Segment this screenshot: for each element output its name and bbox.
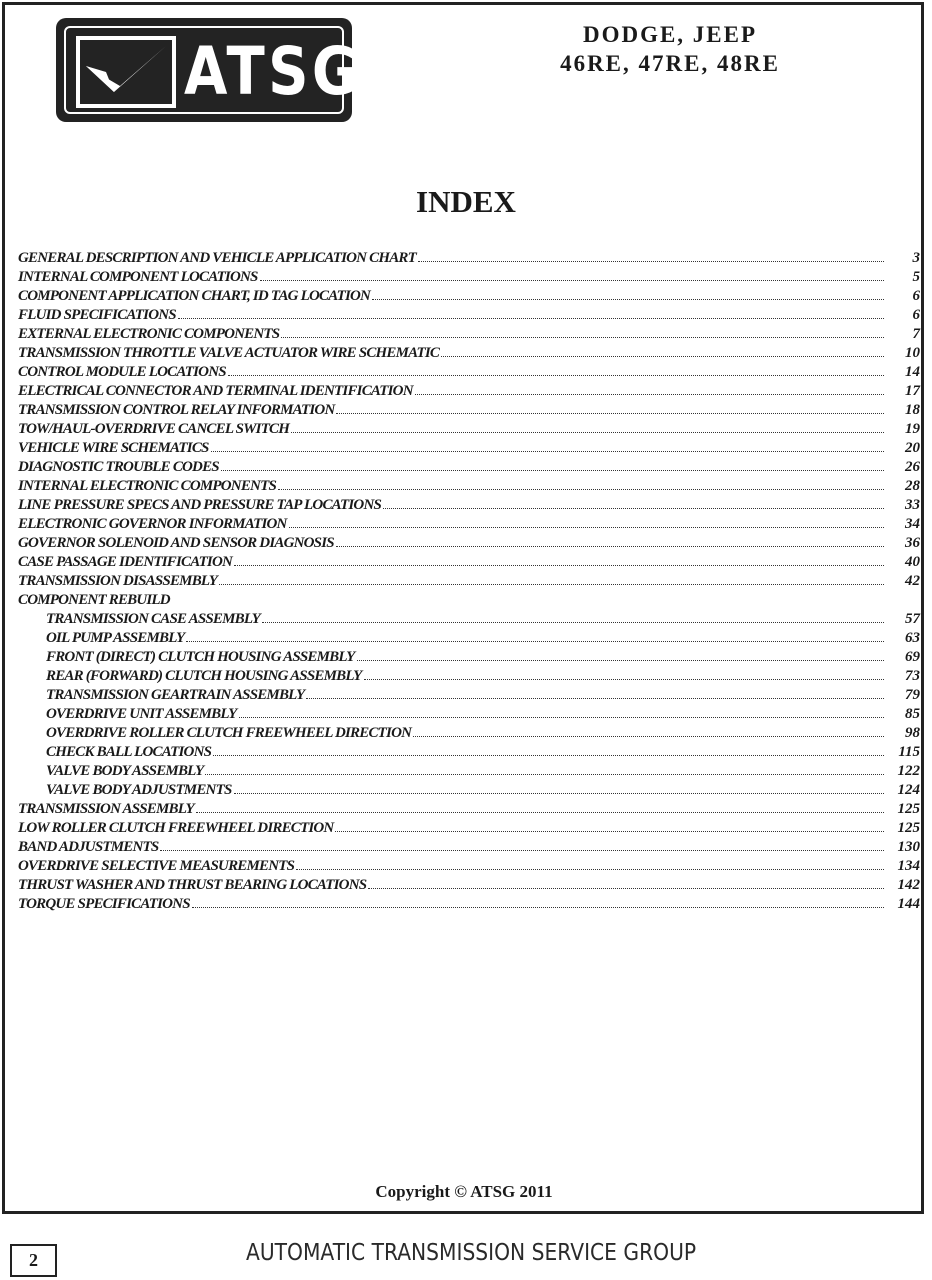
toc-dot-leader bbox=[357, 649, 884, 661]
toc-dot-leader bbox=[418, 250, 884, 262]
page-title: INDEX bbox=[416, 184, 516, 219]
toc-entry-page: 20 bbox=[905, 440, 920, 456]
toc-entry-page: 63 bbox=[905, 630, 920, 646]
toc-entry-title: TRANSMISSION DISASSEMBLY bbox=[18, 573, 218, 589]
toc-dot-leader bbox=[281, 326, 884, 338]
toc-dot-leader bbox=[260, 269, 884, 281]
toc-entry-page: 14 bbox=[905, 364, 920, 380]
toc-entry-title: FLUID SPECIFICATIONS bbox=[18, 307, 176, 323]
toc-dot-leader bbox=[441, 345, 884, 357]
toc-entry-title: THRUST WASHER AND THRUST BEARING LOCATIONS bbox=[18, 877, 367, 893]
toc-entry bbox=[18, 573, 920, 592]
toc-entry bbox=[18, 630, 920, 649]
toc-entry-title: TRANSMISSION THROTTLE VALVE ACTUATOR WIRE SCHEMATIC bbox=[18, 345, 440, 361]
toc-dot-leader bbox=[368, 877, 884, 889]
toc-entry-page: 42 bbox=[905, 573, 920, 589]
toc-dot-leader bbox=[213, 744, 884, 756]
toc-entry-page: 6 bbox=[912, 288, 920, 304]
toc-entry-page: 10 bbox=[905, 345, 920, 361]
toc-entry bbox=[18, 421, 920, 440]
footer-text: AUTOMATIC TRANSMISSION SERVICE GROUP bbox=[246, 1240, 697, 1266]
toc-entry-page: 73 bbox=[905, 668, 920, 684]
toc-entry-title: INTERNAL ELECTRONIC COMPONENTS bbox=[18, 478, 276, 494]
toc-entry-title: BAND ADJUSTMENTS bbox=[18, 839, 159, 855]
toc-entry-page: 18 bbox=[905, 402, 920, 418]
toc-dot-leader bbox=[160, 839, 884, 851]
table-of-contents bbox=[18, 250, 920, 915]
toc-dot-leader bbox=[221, 459, 884, 471]
toc-entry bbox=[18, 383, 920, 402]
toc-entry-page: 40 bbox=[905, 554, 920, 570]
toc-entry bbox=[18, 364, 920, 383]
page-number: 2 bbox=[10, 1244, 57, 1277]
toc-entry-title: OIL PUMP ASSEMBLY bbox=[46, 630, 185, 646]
toc-entry bbox=[18, 592, 920, 611]
logo-text: ATSG bbox=[184, 33, 362, 110]
toc-entry bbox=[18, 535, 920, 554]
toc-entry-page: 57 bbox=[905, 611, 920, 627]
logo-inner-border bbox=[64, 26, 362, 114]
toc-entry-page: 79 bbox=[905, 687, 920, 703]
toc-entry-page: 115 bbox=[898, 744, 920, 760]
toc-entry-title: LOW ROLLER CLUTCH FREEWHEEL DIRECTION bbox=[18, 820, 334, 836]
toc-entry-title: GENERAL DESCRIPTION AND VEHICLE APPLICATION CHART bbox=[18, 250, 416, 266]
toc-entry-title: TOW/HAUL-OVERDRIVE CANCEL SWITCH bbox=[18, 421, 290, 437]
toc-entry bbox=[18, 516, 920, 535]
toc-entry bbox=[18, 345, 920, 364]
toc-entry bbox=[18, 687, 920, 706]
toc-entry-title: CASE PASSAGE IDENTIFICATION bbox=[18, 554, 233, 570]
toc-entry-title: VALVE BODY ADJUSTMENTS bbox=[46, 782, 232, 798]
toc-dot-leader bbox=[336, 402, 884, 414]
toc-entry-page: 134 bbox=[897, 858, 920, 874]
toc-dot-leader bbox=[335, 820, 884, 832]
toc-entry-page: 85 bbox=[905, 706, 920, 722]
toc-entry-page: 17 bbox=[905, 383, 920, 399]
toc-entry-title: TRANSMISSION CONTROL RELAY INFORMATION bbox=[18, 402, 335, 418]
checkmark-emblem-icon bbox=[76, 36, 176, 108]
toc-dot-leader bbox=[364, 668, 884, 680]
toc-entry bbox=[18, 478, 920, 497]
toc-entry bbox=[18, 497, 920, 516]
vehicle-header bbox=[520, 20, 820, 78]
toc-dot-leader bbox=[415, 383, 884, 395]
copyright-notice: Copyright © ATSG 2011 bbox=[375, 1182, 553, 1201]
toc-dot-leader bbox=[413, 725, 884, 737]
toc-entry bbox=[18, 326, 920, 345]
toc-entry-page: 125 bbox=[897, 820, 920, 836]
toc-entry bbox=[18, 554, 920, 573]
toc-entry bbox=[18, 459, 920, 478]
toc-dot-leader bbox=[336, 535, 884, 547]
toc-entry-title: TRANSMISSION GEARTRAIN ASSEMBLY bbox=[46, 687, 305, 703]
toc-entry bbox=[18, 877, 920, 896]
toc-entry-title: ELECTRICAL CONNECTOR AND TERMINAL IDENTIFICATION bbox=[18, 383, 413, 399]
toc-entry-title: VEHICLE WIRE SCHEMATICS bbox=[18, 440, 209, 456]
toc-entry-title: VALVE BODY ASSEMBLY bbox=[46, 763, 204, 779]
toc-entry-title: ELECTRONIC GOVERNOR INFORMATION bbox=[18, 516, 287, 532]
toc-entry bbox=[18, 839, 920, 858]
toc-entry-page: 33 bbox=[905, 497, 920, 513]
toc-dot-leader bbox=[278, 478, 884, 490]
toc-entry bbox=[18, 744, 920, 763]
toc-dot-leader bbox=[192, 896, 884, 908]
toc-dot-leader bbox=[239, 706, 884, 718]
toc-entry bbox=[18, 820, 920, 839]
toc-entry bbox=[18, 706, 920, 725]
toc-entry-page: 28 bbox=[905, 478, 920, 494]
toc-entry-page: 144 bbox=[897, 896, 920, 912]
toc-entry bbox=[18, 896, 920, 915]
toc-entry-title: OVERDRIVE UNIT ASSEMBLY bbox=[46, 706, 237, 722]
toc-dot-leader bbox=[196, 801, 884, 813]
toc-dot-leader bbox=[289, 516, 884, 528]
toc-entry-title: OVERDRIVE ROLLER CLUTCH FREEWHEEL DIRECTION bbox=[46, 725, 412, 741]
toc-entry-page: 124 bbox=[897, 782, 920, 798]
atsg-logo bbox=[56, 18, 362, 122]
toc-dot-leader bbox=[205, 763, 884, 775]
toc-entry-title: REAR (FORWARD) CLUTCH HOUSING ASSEMBLY bbox=[46, 668, 362, 684]
toc-entry-title: FRONT (DIRECT) CLUTCH HOUSING ASSEMBLY bbox=[46, 649, 355, 665]
toc-entry bbox=[18, 782, 920, 801]
toc-entry-title: TRANSMISSION CASE ASSEMBLY bbox=[46, 611, 261, 627]
toc-entry-title: COMPONENT APPLICATION CHART, ID TAG LOCATION bbox=[18, 288, 371, 304]
toc-entry-title: TRANSMISSION ASSEMBLY bbox=[18, 801, 194, 817]
toc-dot-leader bbox=[234, 554, 884, 566]
toc-entry bbox=[18, 402, 920, 421]
toc-dot-leader bbox=[234, 782, 885, 794]
toc-entry bbox=[18, 611, 920, 630]
toc-dot-leader bbox=[372, 288, 884, 300]
toc-dot-leader bbox=[262, 611, 884, 623]
toc-entry-page: 125 bbox=[897, 801, 920, 817]
toc-entry-title: CONTROL MODULE LOCATIONS bbox=[18, 364, 226, 380]
toc-entry-page: 3 bbox=[912, 250, 920, 266]
toc-entry-page: 6 bbox=[912, 307, 920, 323]
toc-dot-leader bbox=[306, 687, 884, 699]
toc-dot-leader bbox=[211, 440, 884, 452]
header-line-make: DODGE, JEEP bbox=[582, 22, 758, 47]
toc-entry-title: INTERNAL COMPONENT LOCATIONS bbox=[18, 269, 258, 285]
toc-entry-title: TORQUE SPECIFICATIONS bbox=[18, 896, 190, 912]
toc-entry bbox=[18, 668, 920, 687]
toc-entry-title: GOVERNOR SOLENOID AND SENSOR DIAGNOSIS bbox=[18, 535, 334, 551]
toc-entry bbox=[18, 801, 920, 820]
toc-entry bbox=[18, 288, 920, 307]
toc-entry bbox=[18, 763, 920, 782]
toc-entry-title: OVERDRIVE SELECTIVE MEASUREMENTS bbox=[18, 858, 295, 874]
toc-entry-page: 19 bbox=[905, 421, 920, 437]
toc-dot-leader bbox=[291, 421, 884, 433]
toc-dot-leader bbox=[296, 858, 884, 870]
toc-dot-leader bbox=[383, 497, 884, 509]
toc-entry-page: 69 bbox=[905, 649, 920, 665]
toc-entry-title: EXTERNAL ELECTRONIC COMPONENTS bbox=[18, 326, 280, 342]
toc-entry-page: 36 bbox=[905, 535, 920, 551]
toc-entry-title: LINE PRESSURE SPECS AND PRESSURE TAP LOCATIONS bbox=[18, 497, 382, 513]
toc-entry-title: COMPONENT REBUILD bbox=[18, 592, 170, 608]
toc-entry-page: 5 bbox=[912, 269, 920, 285]
toc-entry-page: 34 bbox=[905, 516, 920, 532]
toc-dot-leader bbox=[178, 307, 884, 319]
toc-dot-leader bbox=[186, 630, 884, 642]
toc-entry bbox=[18, 269, 920, 288]
toc-entry-page: 142 bbox=[897, 877, 920, 893]
toc-entry-page: 7 bbox=[912, 326, 920, 342]
toc-entry bbox=[18, 250, 920, 269]
toc-entry-page: 26 bbox=[905, 459, 920, 475]
toc-entry-page: 122 bbox=[897, 763, 920, 779]
toc-entry-title: DIAGNOSTIC TROUBLE CODES bbox=[18, 459, 219, 475]
toc-entry bbox=[18, 307, 920, 326]
toc-entry bbox=[18, 440, 920, 459]
header-line-models: 46RE, 47RE, 48RE bbox=[560, 51, 780, 76]
toc-entry bbox=[18, 858, 920, 877]
toc-entry-title: CHECK BALL LOCATIONS bbox=[46, 744, 212, 760]
toc-dot-leader bbox=[228, 364, 884, 376]
toc-entry bbox=[18, 649, 920, 668]
toc-dot-leader bbox=[219, 573, 884, 585]
toc-entry bbox=[18, 725, 920, 744]
toc-entry-page: 130 bbox=[897, 839, 920, 855]
toc-entry-page: 98 bbox=[905, 725, 920, 741]
